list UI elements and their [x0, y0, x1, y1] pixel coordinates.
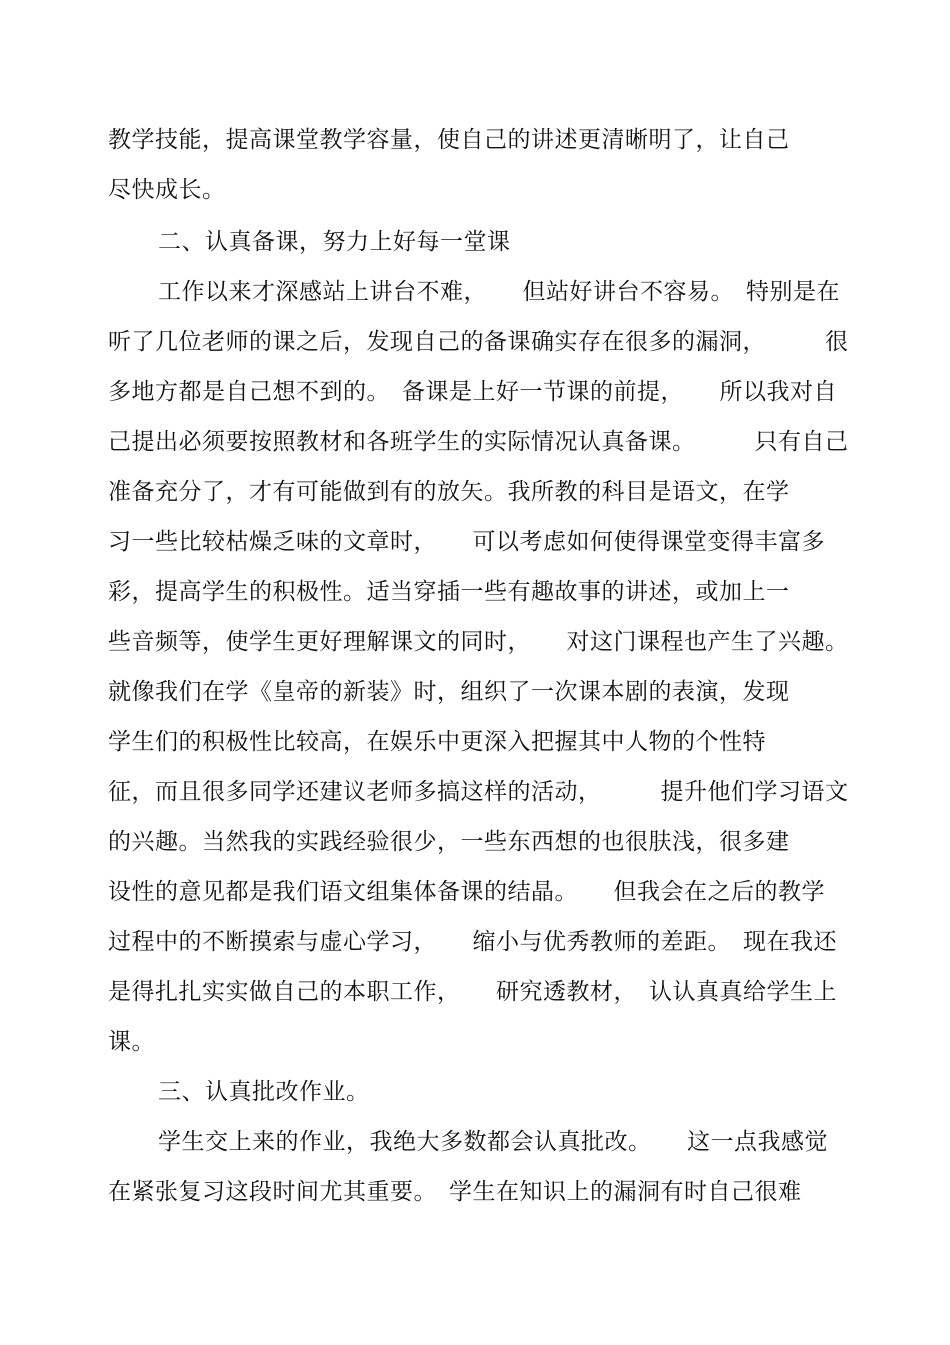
text-line: 尽快成长。 — [108, 177, 226, 203]
section-heading: 二、认真备课，努力上好每一堂课 — [158, 229, 511, 255]
text-line: 设性的意见都是我们语文组集体备课的结晶。 但我会在之后的教学 — [108, 879, 825, 905]
text-line: 学生们的积极性比较高，在娱乐中更深入把握其中人物的个性特 — [108, 729, 766, 755]
section-heading: 三、认真批改作业。 — [158, 1079, 370, 1105]
text-line: 课。 — [108, 1029, 155, 1055]
text-line: 征，而且很多同学还建议老师多搞这样的活动， 提升他们学习语文 — [108, 779, 849, 805]
text-line: 教学技能，提高课堂教学容量，使自己的讲述更清晰明了，让自己 — [108, 127, 790, 153]
text-line: 准备充分了，才有可能做到有的放矢。我所教的科目是语文，在学 — [108, 479, 790, 505]
text-line: 就像我们在学《皇帝的新装》时，组织了一次课本剧的表演，发现 — [108, 679, 790, 705]
text-line: 工作以来才深感站上讲台不难， 但站好讲台不容易。 特别是在 — [158, 279, 840, 305]
text-line: 些音频等，使学生更好理解课文的同时， 对这门课程也产生了兴趣。 — [108, 629, 849, 655]
text-line: 在紧张复习这段时间尤其重要。 学生在知识上的漏洞有时自己很难 — [108, 1179, 802, 1205]
text-line: 己提出必须要按照教材和各班学生的实际情况认真备课。 只有自己 — [108, 429, 849, 455]
text-line: 多地方都是自己想不到的。 备课是上好一节课的前提， 所以我对自 — [108, 379, 837, 405]
text-line: 过程中的不断摸索与虚心学习， 缩小与优秀教师的差距。 现在我还 — [108, 929, 837, 955]
text-line: 的兴趣。当然我的实践经验很少，一些东西想的也很肤浅，很多建 — [108, 829, 790, 855]
text-line: 习一些比较枯燥乏味的文章时， 可以考虑如何使得课堂变得丰富多 — [108, 529, 825, 555]
text-line: 彩，提高学生的积极性。适当穿插一些有趣故事的讲述，或加上一 — [108, 579, 790, 605]
text-line: 听了几位老师的课之后，发现自己的备课确实存在很多的漏洞， 很 — [108, 329, 849, 355]
text-line: 是得扎扎实实做自己的本职工作， 研究透教材， 认认真真给学生上 — [108, 979, 837, 1005]
text-line: 学生交上来的作业，我绝大多数都会认真批改。 这一点我感觉 — [158, 1129, 828, 1155]
